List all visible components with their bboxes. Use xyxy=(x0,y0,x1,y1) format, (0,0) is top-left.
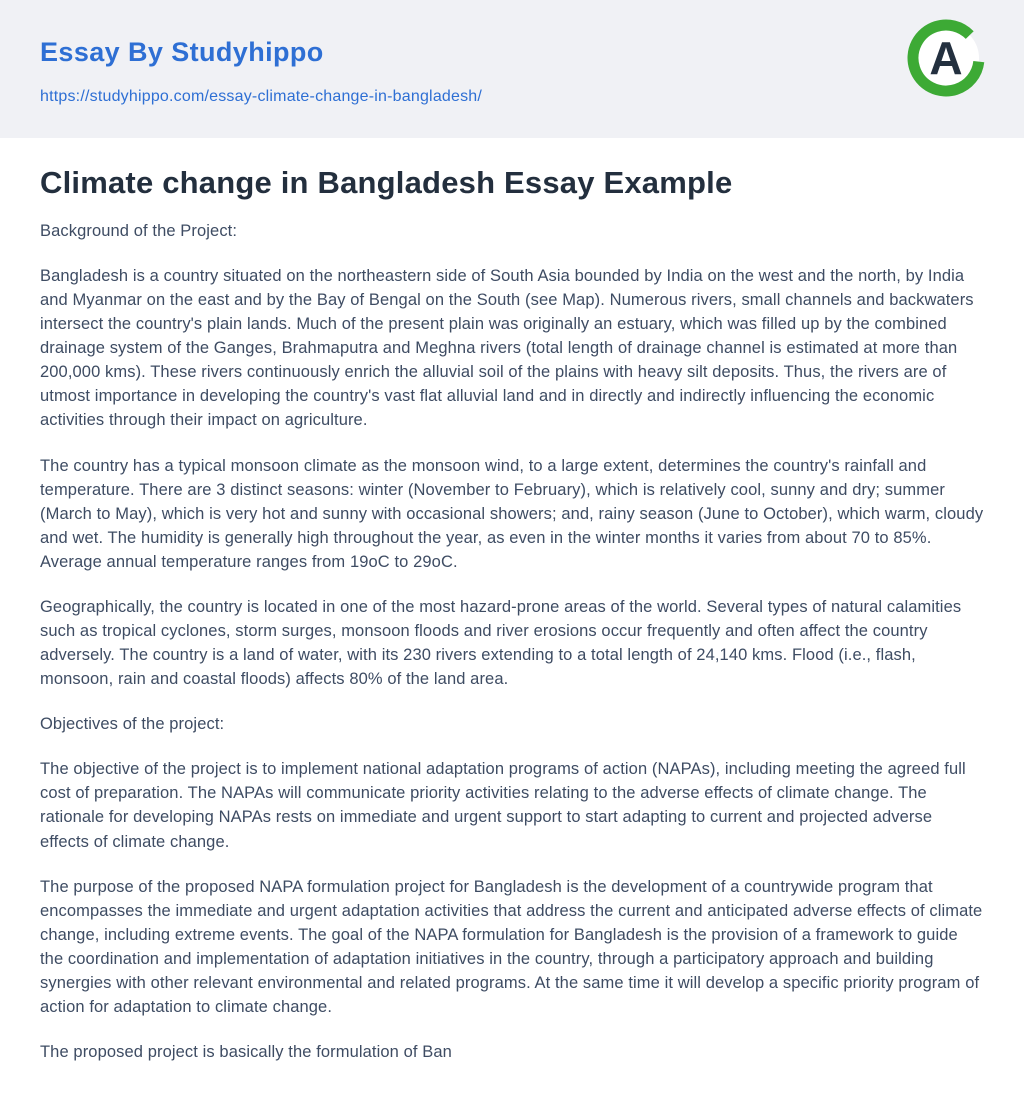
brand-title: Essay By Studyhippo xyxy=(40,37,324,67)
essay-paragraph: Bangladesh is a country situated on the northeastern side of South Asia bounded by India on the west and the north, by India and Myanmar on the east and by the Bay of Bengal on the South (see Map). Numerous rivers, small channels and backwaters intersect the country's plain lands. Much of the present plain was originally an estuary, which was filled up by the combined drainage system of the Ganges, Brahmaputra and Meghna rivers (total length of drainage channel is estimated at more than 200,000 kms). These rivers continuously enrich the alluvial soil of the plains with heavy silt deposits. Thus, the rivers are of utmost importance in developing the country's vast flat alluvial land and in directly and indirectly influencing the economic activities through their impact on agriculture. xyxy=(40,266,974,430)
logo-letter: A xyxy=(929,32,963,84)
essay-paragraph: The proposed project is basically the formulation of Ban xyxy=(40,1043,452,1062)
essay-paragraph: Objectives of the project: xyxy=(40,715,225,734)
page-header xyxy=(0,0,1024,138)
essay-paragraph: The objective of the project is to implement national adaptation programs of action (NAPAs), including meeting the agreed full cost of preparation. The NAPAs will communicate priority activities relating to the adverse effects of climate change. The rationale for developing NAPAs rests on immediate and urgent support to start adapting to current and projected adverse effects of climate change. xyxy=(40,760,966,851)
essay-paragraph: The country has a typical monsoon climate as the monsoon wind, to a large extent, determines the country's rainfall and temperature. There are 3 distinct seasons: winter (November to February), which is relatively cool, sunny and dry; summer (March to May), which is very hot and sunny with occasional showers; and, rainy season (June to October), which warm, cloudy and wet. The humidity is generally high throughout the year, as even in the winter months it varies from about 70 to 85%. Average annual temperature ranges from 19oC to 29oC. xyxy=(40,456,984,571)
source-url-link[interactable]: https://studyhippo.com/essay-climate-change-in-bangladesh/ xyxy=(40,87,483,105)
essay-paragraph: The purpose of the proposed NAPA formulation project for Bangladesh is the development of a countrywide program that encompasses the immediate and urgent adaptation activities that address the current and anticipated adverse effects of climate change, including extreme events. The goal of the NAPA formulation for Bangladesh is the provision of a framework to guide the coordination and implementation of adaptation initiatives in the country, through a participatory approach and building synergies with other relevant environmental and related programs. At the same time it will develop a specific priority program of action for adaptation to climate change. xyxy=(40,877,983,1016)
page-title: Climate change in Bangladesh Essay Example xyxy=(40,164,733,200)
studyhippo-logo-icon xyxy=(906,18,986,98)
essay-paragraph: Background of the Project: xyxy=(40,221,238,240)
essay-paragraph: Geographically, the country is located in one of the most hazard-prone areas of the world. Several types of natural calamities such as tropical cyclones, storm surges, monsoon floods and river erosions occur frequently and often affect the country adversely. The country is a land of water, with its 230 rivers extending to a total length of 24,140 kms. Flood (i.e., flash, monsoon, rain and coastal floods) affects 80% of the land area. xyxy=(40,597,962,689)
article-content xyxy=(0,138,1024,1104)
essay-body xyxy=(40,219,984,1064)
